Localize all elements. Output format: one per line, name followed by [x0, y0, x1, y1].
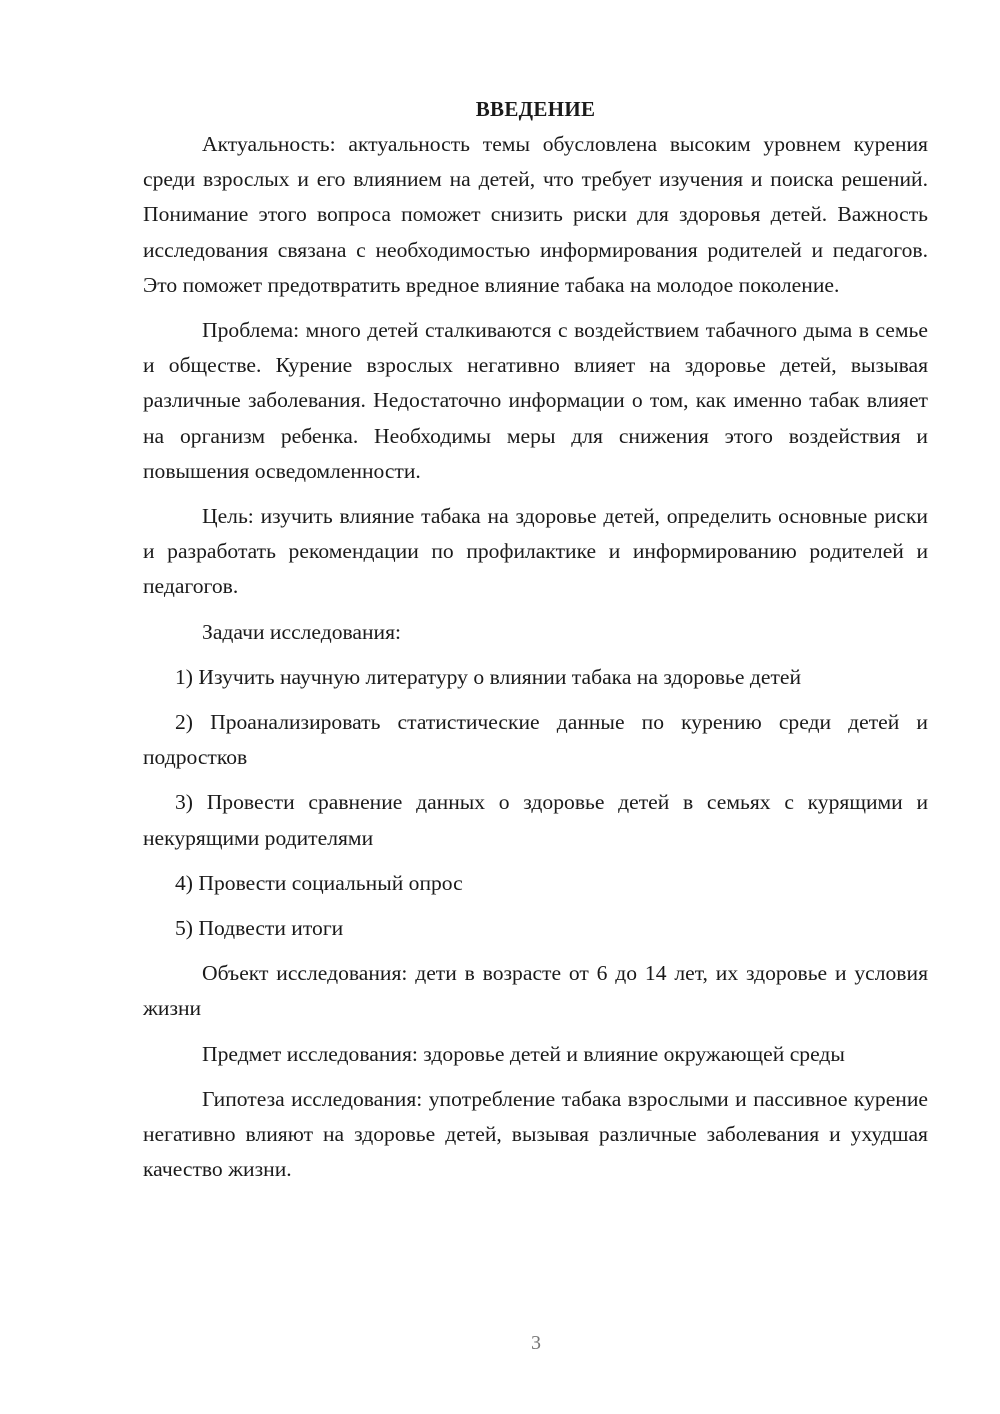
task-item: 2) Проанализировать статистические данные по курению среди детей и подростков: [143, 710, 928, 770]
page-number: 3: [531, 1332, 541, 1354]
tasks-heading: Задачи исследования:: [202, 619, 402, 644]
task-item: 3) Провести сравнение данных о здоровье детей в семьях с курящими и некурящими родителями: [143, 790, 928, 850]
problem-paragraph: Проблема: много детей сталкиваются с воздействием табачного дыма в семье и обществе. Курение взрослых негативно влияет на здоровье детей, вызывая различные заболевания. Недостаточно информации о том, как именно табак влияет на организм ребенка. Необходимы меры для снижения этого воздействия и повышения осведомленности.: [143, 318, 928, 483]
task-item: 4) Провести социальный опрос: [175, 870, 463, 895]
goal-paragraph: Цель: изучить влияние табака на здоровье детей, определить основные риски и разработать рекомендации по профилактике и информированию родителей и педагогов.: [143, 504, 928, 599]
hypothesis-paragraph: Гипотеза исследования: употребление табака взрослыми и пассивное курение негативно влияют на здоровье детей, вызывая различные заболевания и ухудшая качество жизни.: [143, 1086, 928, 1182]
page-title: ВВЕДЕНИЕ: [475, 97, 596, 121]
document-page: [143, 92, 928, 1197]
object-paragraph: Объект исследования: дети в возрасте от 6 до 14 лет, их здоровье и условия жизни: [143, 961, 928, 1021]
task-item: 1) Изучить научную литературу о влиянии табака на здоровье детей: [175, 664, 802, 689]
relevance-paragraph: Актуальность: актуальность темы обусловлена высоким уровнем курения среди взрослых и его влиянием на детей, что требует изучения и поиска решений. Понимание этого вопроса поможет снизить риски для здоровья детей. Важность исследования связана с необходимостью информирования родителей и педагогов. Это поможет предотвратить вредное влияние табака на молодое поколение.: [143, 132, 928, 297]
subject-paragraph: Предмет исследования: здоровье детей и влияние окружающей среды: [202, 1041, 845, 1066]
task-item: 5) Подвести итоги: [175, 916, 344, 941]
